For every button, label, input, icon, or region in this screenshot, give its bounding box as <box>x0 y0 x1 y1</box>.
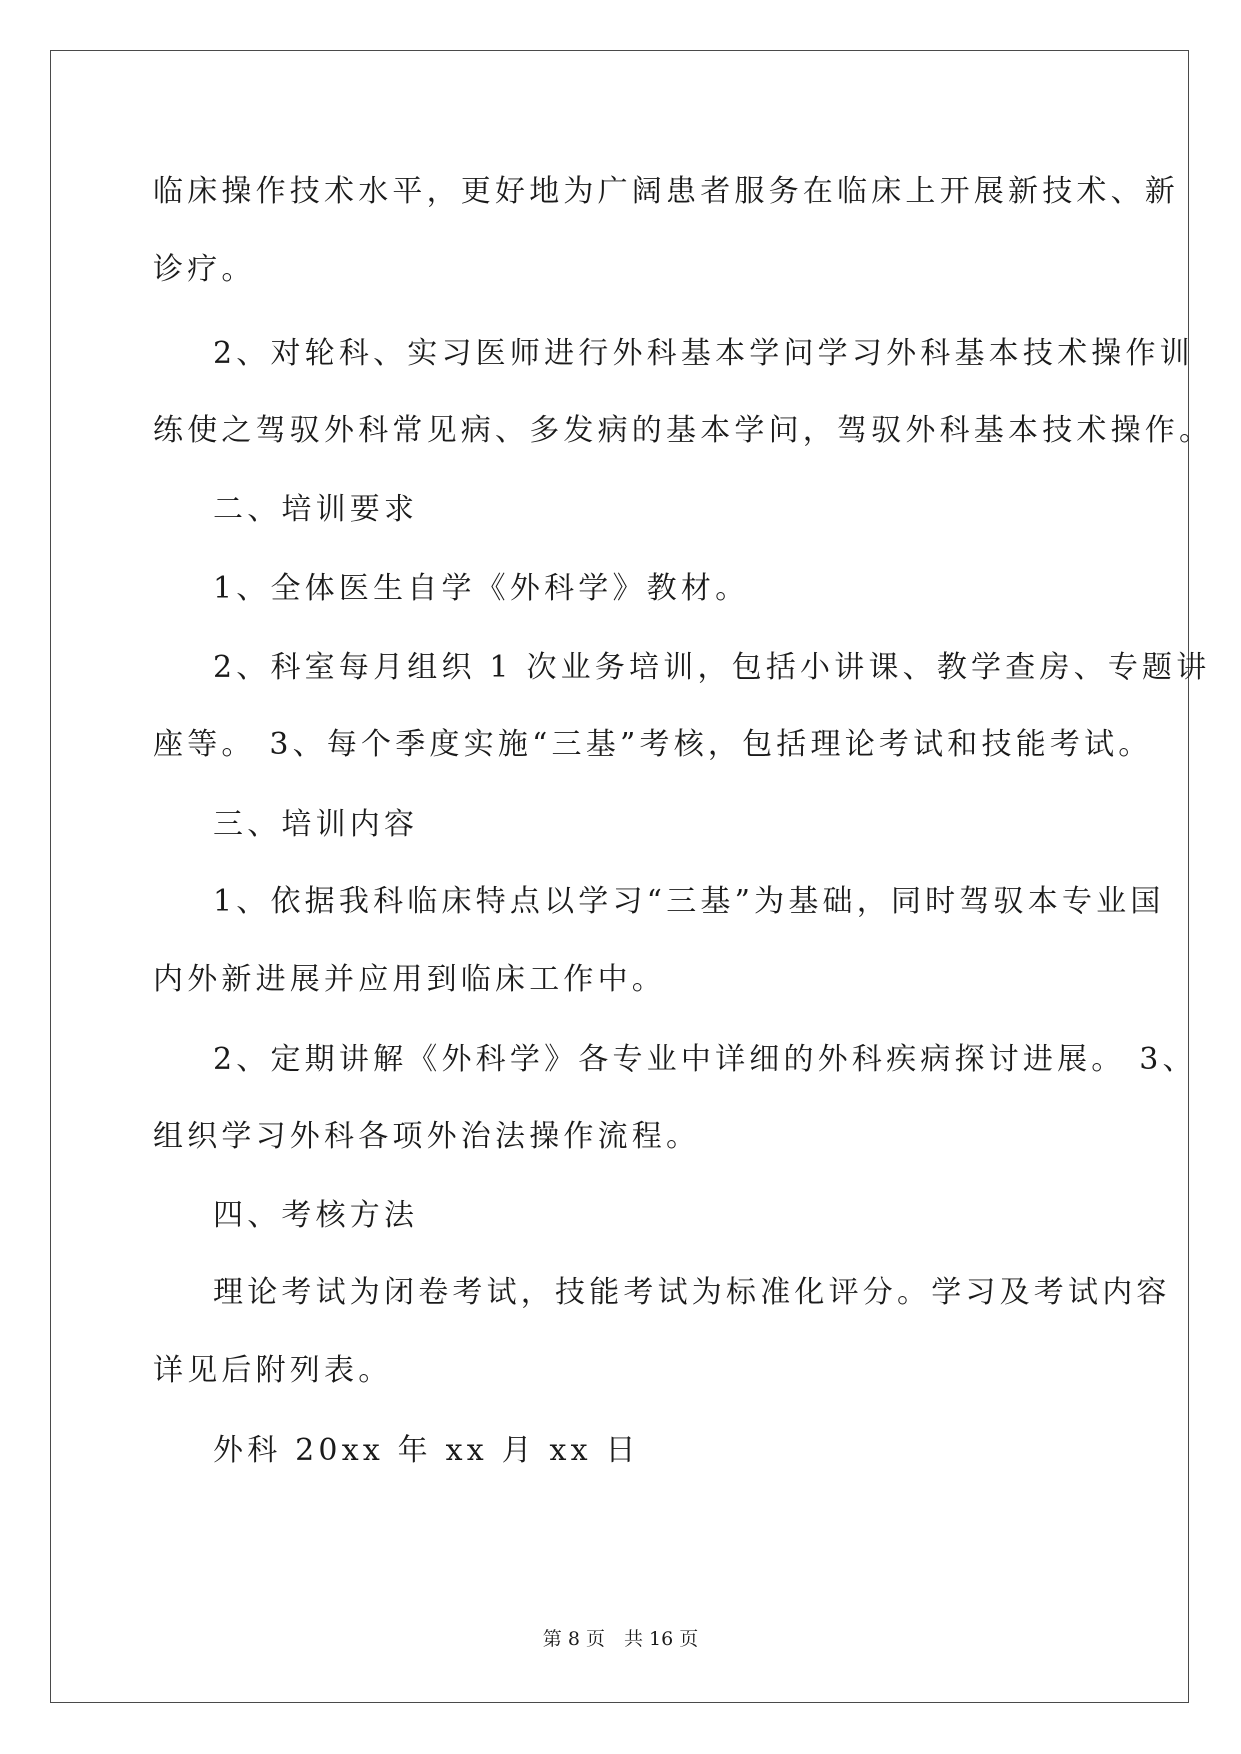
text-line: 内外新进展并应用到临床工作中。 <box>153 962 666 997</box>
text-line: 详见后附列表。 <box>153 1353 393 1388</box>
text-line: 临床操作技术水平，更好地为广阔患者服务在临床上开展新技术、新 <box>153 174 1179 209</box>
signature-date: 外科 20xx 年 xx 月 xx 日 <box>213 1433 640 1468</box>
section-heading: 三、培训内容 <box>213 807 419 842</box>
section-heading: 二、培训要求 <box>213 492 419 527</box>
page-number: 第 8 页 共 16 页 <box>542 1628 699 1650</box>
text-line: 2、定期讲解《外科学》各专业中详细的外科疾病探讨进展。 3、 <box>213 1042 1197 1077</box>
text-line: 1、依据我科临床特点以学习“三基”为基础，同时驾驭本专业国 <box>213 884 1165 919</box>
section-heading: 四、考核方法 <box>213 1198 419 1233</box>
text-line: 1、全体医生自学《外科学》教材。 <box>213 571 750 606</box>
text-line: 理论考试为闭卷考试，技能考试为标准化评分。学习及考试内容 <box>213 1275 1171 1310</box>
text-line: 座等。 3、每个季度实施“三基”考核，包括理论考试和技能考试。 <box>153 727 1153 762</box>
text-line: 组织学习外科各项外治法操作流程。 <box>153 1119 701 1154</box>
text-line: 2、对轮科、实习医师进行外科基本学问学习外科基本技术操作训 <box>213 336 1194 371</box>
text-line: 2、科室每月组织 1 次业务培训，包括小讲课、教学查房、专题讲 <box>213 650 1211 685</box>
text-line: 诊疗。 <box>153 252 256 287</box>
text-line: 练使之驾驭外科常见病、多发病的基本学问，驾驭外科基本技术操作。 <box>153 413 1214 448</box>
